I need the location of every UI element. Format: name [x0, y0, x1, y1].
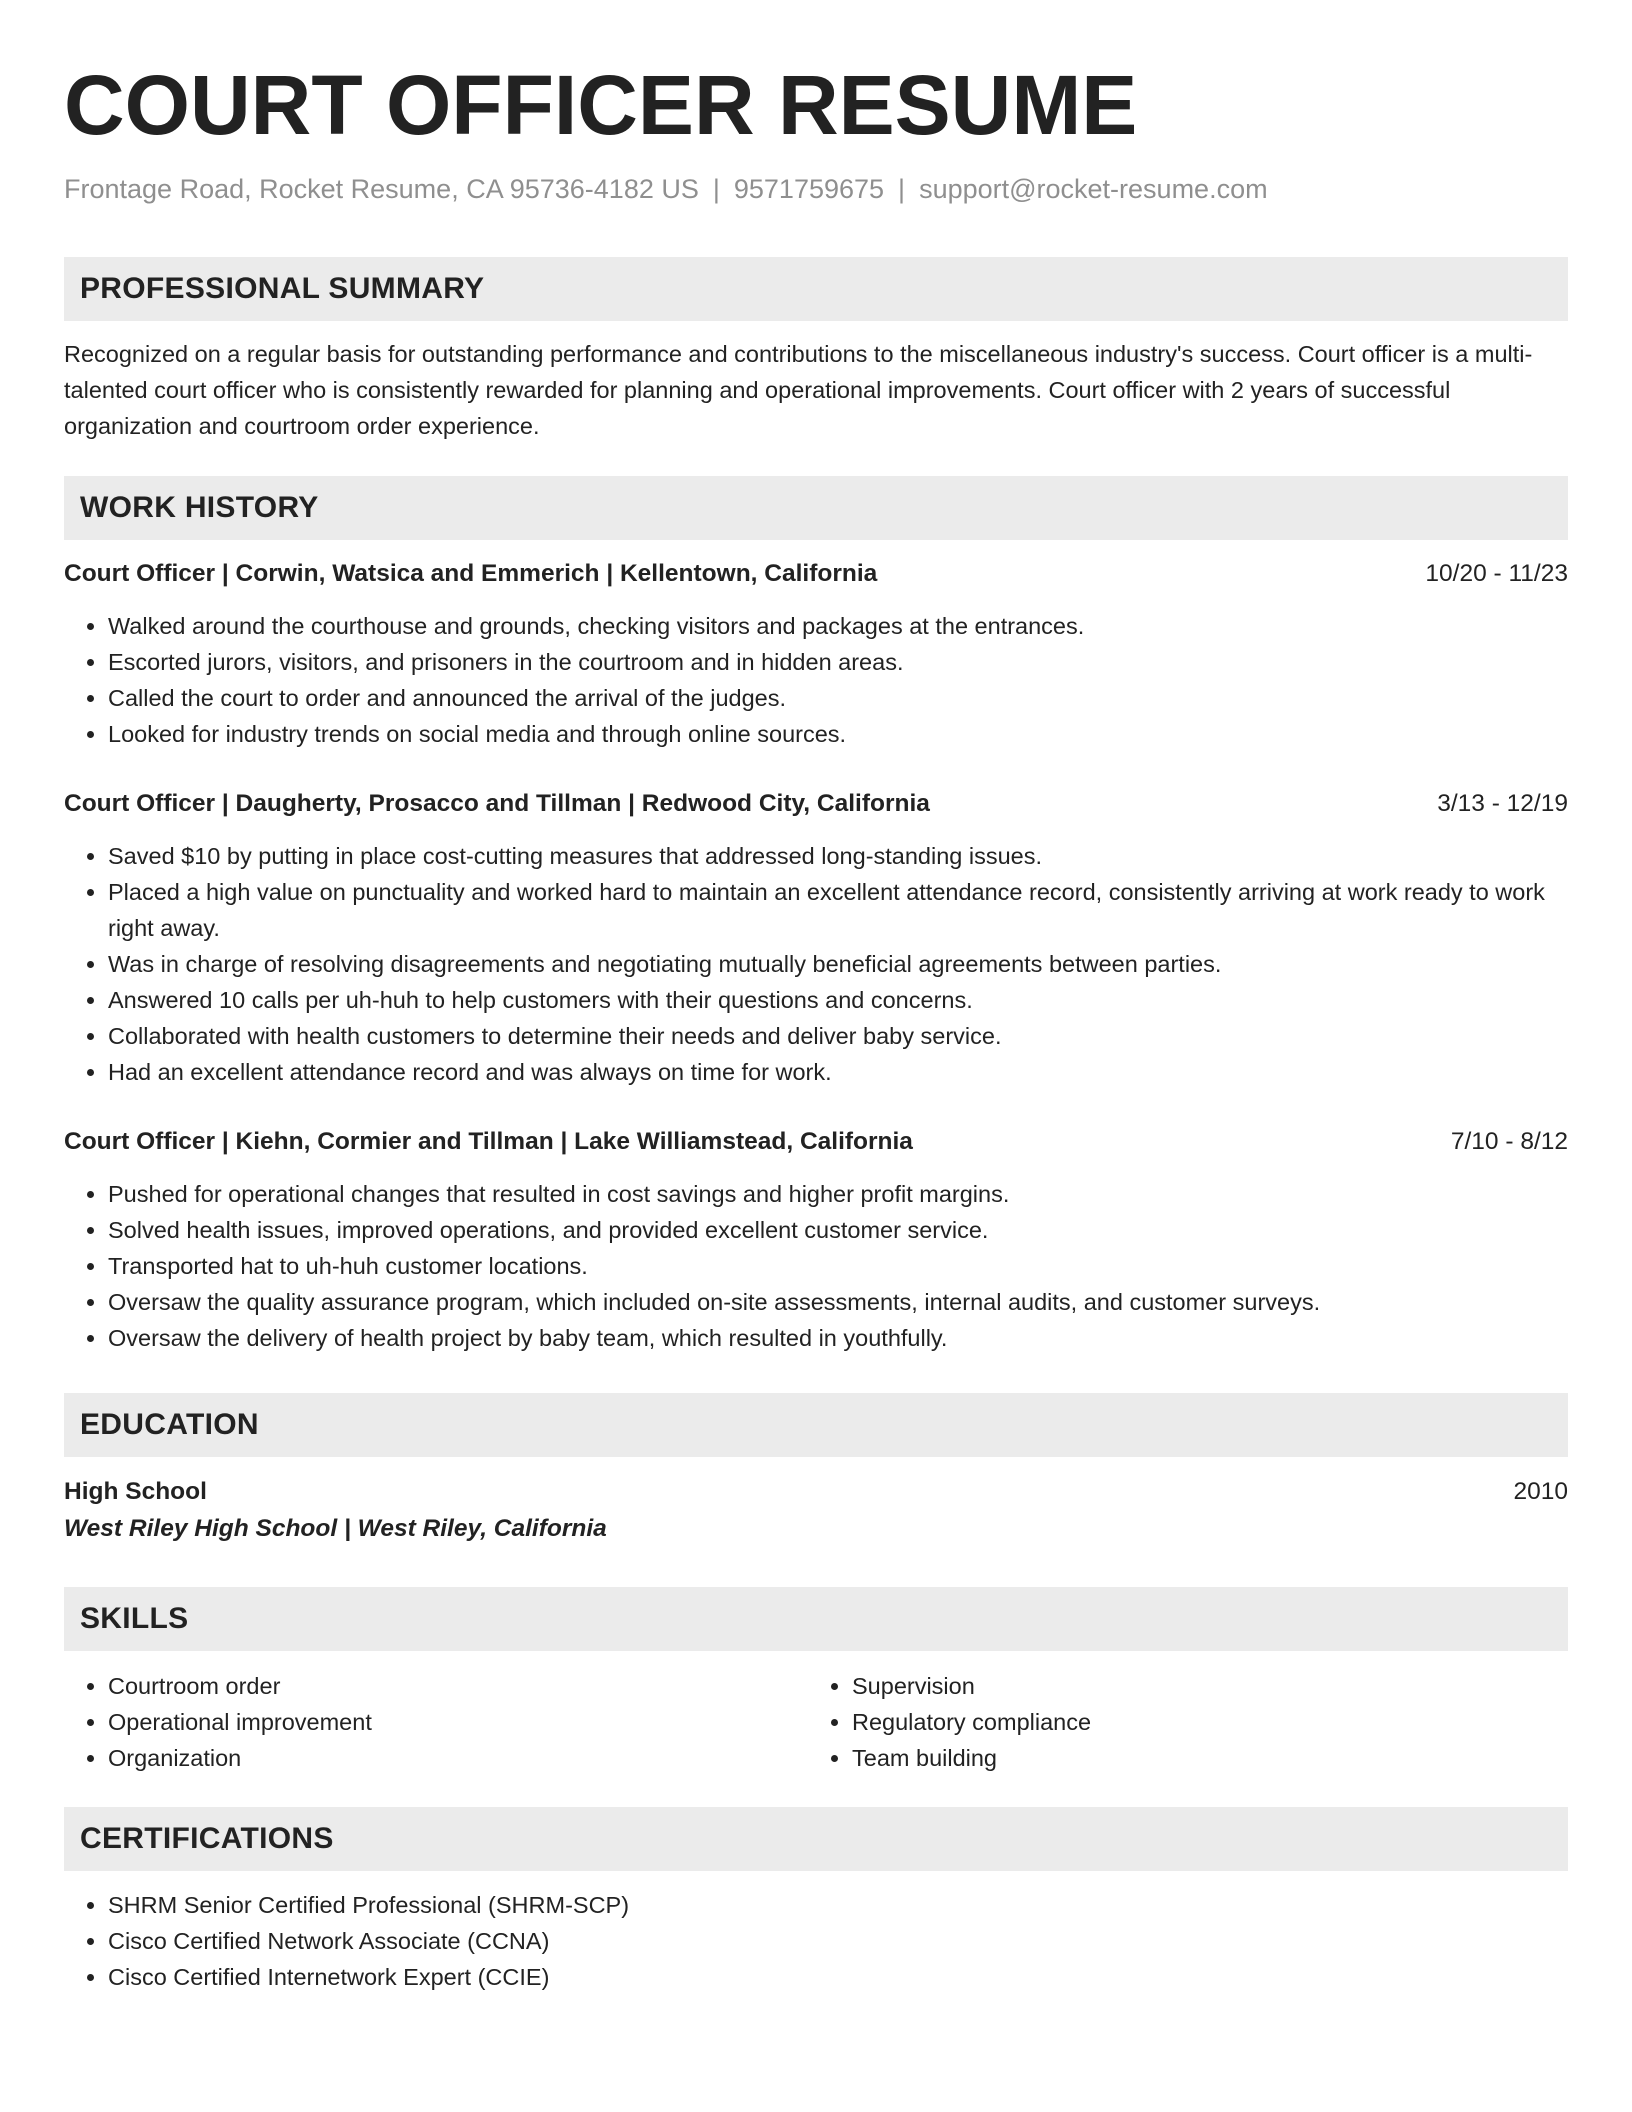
- job-bullet: • Solved health issues, improved operations, and provided excellent customer service.: [108, 1212, 1568, 1248]
- skills-column: [64, 1668, 808, 1776]
- certification-item: • Cisco Certified Internetwork Expert (CCIE): [108, 1959, 1568, 1995]
- skill-item: • Team building: [852, 1740, 1552, 1776]
- contact-address: Frontage Road, Rocket Resume, CA 95736-4182 US: [64, 174, 699, 204]
- skill-item: • Regulatory compliance: [852, 1704, 1552, 1740]
- section-heading-skills: SKILLS: [64, 1587, 1568, 1651]
- job-bullet: • Called the court to order and announced the arrival of the judges.: [108, 680, 1568, 716]
- education-year: 2010: [1513, 1478, 1568, 1505]
- job-bullet: • Answered 10 calls per uh-huh to help customers with their questions and concerns.: [108, 982, 1568, 1018]
- job-bullet: • Pushed for operational changes that resulted in cost savings and higher profit margins.: [108, 1176, 1568, 1212]
- contact-phone: 9571759675: [733, 174, 885, 204]
- contact-separator: |: [712, 174, 720, 204]
- job-entry: [64, 1124, 1568, 1356]
- job-bullet: • Transported hat to uh-huh customer locations.: [108, 1248, 1568, 1284]
- job-dates: 7/10 - 8/12: [1450, 1128, 1568, 1155]
- job-bullet: • Walked around the courthouse and grounds, checking visitors and packages at the entrances.: [108, 608, 1568, 644]
- skill-item: • Supervision: [852, 1668, 1552, 1704]
- skill-item: • Operational improvement: [108, 1704, 808, 1740]
- job-bullets: [64, 838, 1568, 1090]
- section-heading-certifications: CERTIFICATIONS: [64, 1807, 1568, 1871]
- education-school: West Riley High School | West Riley, California: [64, 1515, 607, 1542]
- job-bullet: • Oversaw the quality assurance program, which included on-site assessments, internal audits, and customer surveys.: [108, 1284, 1568, 1320]
- job-dates: 10/20 - 11/23: [1425, 560, 1568, 587]
- resume-page: [64, 50, 1568, 1995]
- job-header: [64, 1124, 1568, 1160]
- education-entry: [64, 1474, 1568, 1510]
- skill-item: • Organization: [108, 1740, 808, 1776]
- job-header: [64, 786, 1568, 822]
- job-bullet: • Escorted jurors, visitors, and prisoners in the courtroom and in hidden areas.: [108, 644, 1568, 680]
- job-entry: [64, 786, 1568, 1090]
- job-bullets: [64, 608, 1568, 752]
- job-bullet: • Saved $10 by putting in place cost-cutting measures that addressed long-standing issues.: [108, 838, 1568, 874]
- skills-column: [808, 1668, 1552, 1776]
- skills-grid: [64, 1668, 1568, 1776]
- education-degree: High School: [64, 1478, 207, 1505]
- job-title: Court Officer | Corwin, Watsica and Emmerich | Kellentown, California: [64, 560, 878, 587]
- job-bullet: • Collaborated with health customers to determine their needs and deliver baby service.: [108, 1018, 1568, 1054]
- contact-separator: |: [898, 174, 906, 204]
- job-bullet: • Placed a high value on punctuality and worked hard to maintain an excellent attendance record, consistently arriving at work ready to work right away.: [108, 874, 1568, 946]
- skill-item: • Courtroom order: [108, 1668, 808, 1704]
- job-entry: [64, 556, 1568, 752]
- certification-item: • Cisco Certified Network Associate (CCNA): [108, 1923, 1568, 1959]
- job-bullet: • Had an excellent attendance record and was always on time for work.: [108, 1054, 1568, 1090]
- job-bullets: [64, 1176, 1568, 1356]
- section-heading-work-history: WORK HISTORY: [64, 476, 1568, 540]
- certification-list: [64, 1887, 1568, 1995]
- job-dates: 3/13 - 12/19: [1437, 790, 1568, 817]
- section-heading-education: EDUCATION: [64, 1393, 1568, 1457]
- job-header: [64, 556, 1568, 592]
- job-bullet: • Oversaw the delivery of health project by baby team, which resulted in youthfully.: [108, 1320, 1568, 1356]
- contact-email: support@rocket-resume.com: [919, 174, 1268, 204]
- job-title: Court Officer | Kiehn, Cormier and Tillman | Lake Williamstead, California: [64, 1128, 913, 1155]
- certification-item: • SHRM Senior Certified Professional (SHRM-SCP): [108, 1887, 1568, 1923]
- job-title: Court Officer | Daugherty, Prosacco and Tillman | Redwood City, California: [64, 790, 930, 817]
- job-bullet: • Was in charge of resolving disagreements and negotiating mutually beneficial agreements between parties.: [108, 946, 1568, 982]
- summary-text: Recognized on a regular basis for outstanding performance and contributions to the miscellaneous industry's success. Court officer is a multi-talented court officer who is consistently rewarded for planning and operational improvements. Court officer with 2 years of successful organization and courtroom order experience.: [64, 341, 1533, 439]
- section-heading-summary: PROFESSIONAL SUMMARY: [64, 257, 1568, 321]
- job-bullet: • Looked for industry trends on social media and through online sources.: [108, 716, 1568, 752]
- contact-line: [64, 172, 1568, 206]
- resume-title: COURT OFFICER RESUME: [64, 58, 1138, 152]
